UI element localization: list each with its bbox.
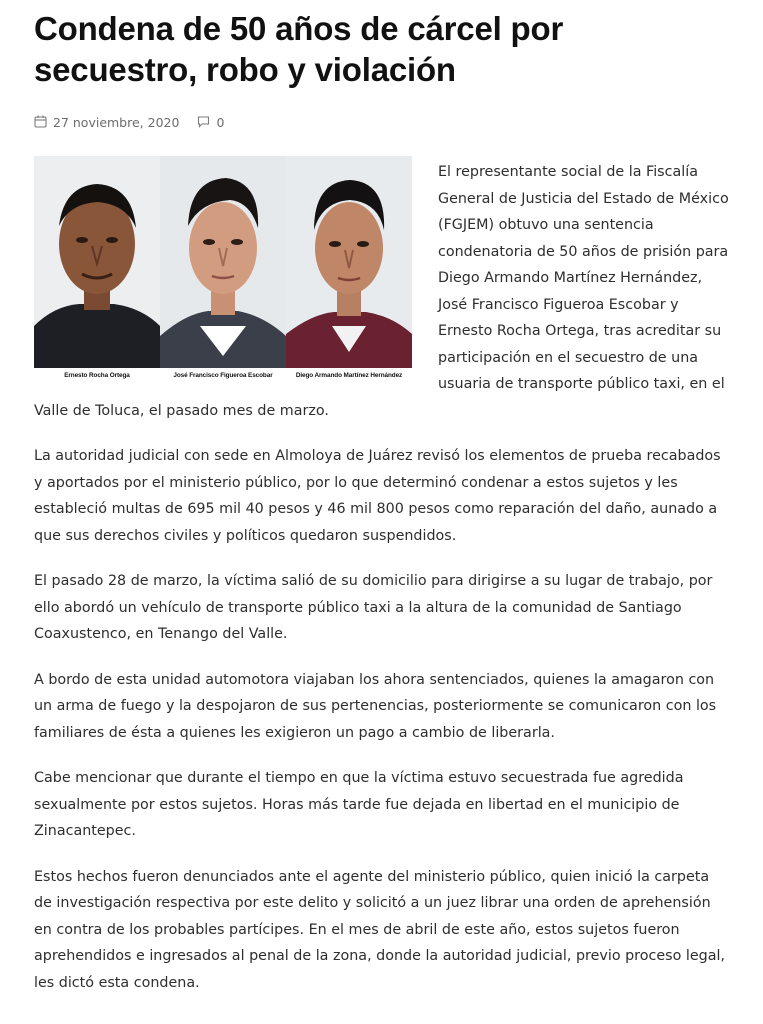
article-paragraph: Cabe mencionar que durante el tiempo en que la víctima estuvo secuestrada fue agredida sexualmente por estos sujetos. Horas más tarde fue dejada en libertad en el municipio de Zinacantepec. [34,770,684,839]
article-paragraph: La autoridad judicial con sede en Almoloya de Juárez revisó los elementos de prueba recabados y aportados por el ministerio público, por lo que determinó condenar a estos sujetos y les estableció multas de 695 mil 40 pesos y 46 mil 800 pesos como reparación del daño, aunado a que sus derechos civiles y políticos quedaron suspendidos. [34,448,721,544]
mugshot-photo [160,156,286,368]
article-paragraph: A bordo de esta unidad automotora viajaban los ahora sentenciados, quienes la amagaron con un arma de fuego y la despojaron de sus pertenencias, posteriormente se comunicaron con los familiares de ésta a quienes les exigieron un pago a cambio de liberarla. [34,671,717,741]
article-image [34,156,412,384]
photo-caption: Diego Armando Martínez Hernández [295,372,403,379]
comment-icon [197,115,211,129]
article-paragraph: El pasado 28 de marzo, la víctima salió de su domicilio para dirigirse a su lugar de trabajo, por ello abordó un vehículo de transporte público taxi a la altura de la comunidad de Santiago Coaxustenco, en Tenango del Valle. [34,573,713,642]
image-captions [34,368,412,384]
article-paragraph: Estos hechos fueron denunciados ante el agente del ministerio público, quien inició la carpeta de investigación respectiva por este delito y solicitó a un juez librar una orden de aprehensión en contra de los probables partícipes. En el mes de abril de este año, estos sujetos fueron aprehendidos e ingresados al penal de la zona, donde la autoridad judicial, previo proceso legal, les dictó esta condena. [34,868,726,991]
article-title: Condena de 50 años de cárcel por secuestro, robo y violación [34,10,564,88]
post-meta [34,112,729,132]
mugshot-photo [286,156,412,368]
mugshot-photo [34,156,160,368]
article-paragraph: El representante social de la Fiscalía General de Justicia del Estado de México (FGJEM) obtuvo una sentencia condenatoria de 50 años de prisión para Diego Armando Martínez Hernández, José Francisco Figueroa Escobar y Ernesto Rocha Ortega, tras acreditar su participación en el secuestro de una usuaria de transporte público taxi, en el Valle de Toluca, el pasado mes de marzo. [34,164,729,419]
calendar-icon [34,115,48,129]
mugshot-photos [34,156,412,368]
comments-link[interactable] [197,115,224,130]
photo-caption: José Francisco Figueroa Escobar [173,372,273,379]
post-date: 27 noviembre, 2020 [53,114,180,130]
photo-caption: Ernesto Rocha Ortega [64,372,130,379]
comment-count: 0 [216,114,225,130]
